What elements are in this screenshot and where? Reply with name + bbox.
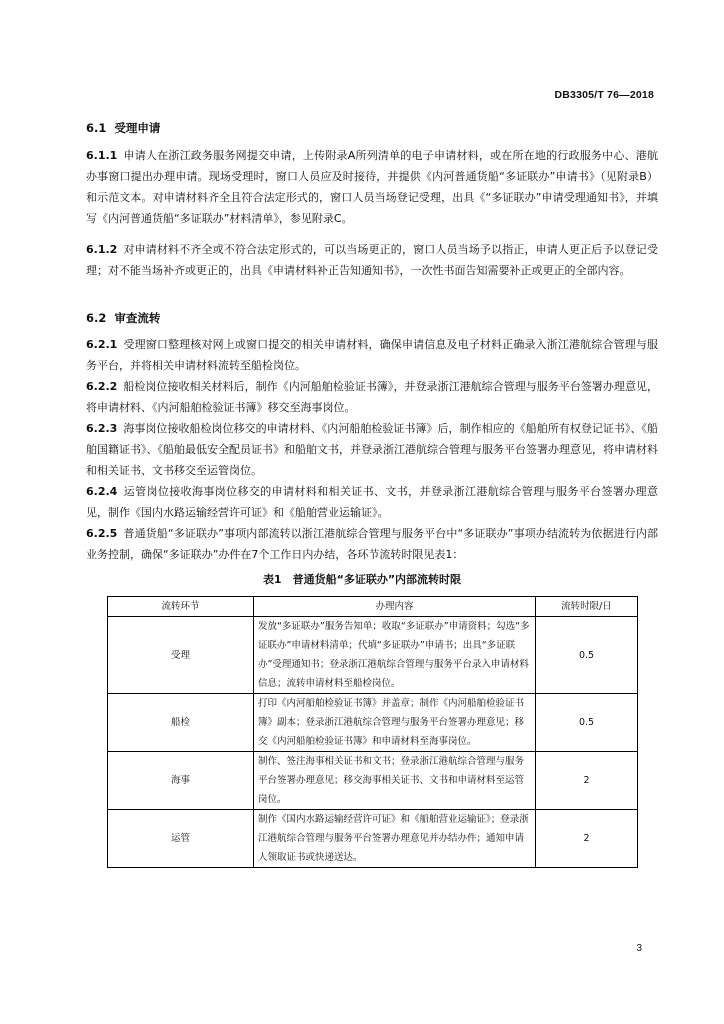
clause-6-1-1: [86, 145, 658, 229]
clause-text: 普通货船“多证联办”事项内部流转以浙江港航综合管理与服务平台中“多证联办”事项办结流转为依据进行内部业务控制，确保“多证联办”办件在7个工作日内办结，各环节流转时限见表1：: [86, 527, 658, 561]
header-content: 办理内容: [254, 597, 536, 617]
clause-6-2-2: [86, 376, 658, 418]
content-cell: 打印《内河船舶检验证书簿》并盖章；制作《内河船舶检验证书簿》副本；登录浙江港航综合管理与服务平台签署办理意见；移交《内河船舶检验证书簿》和申请材料至海事岗位。: [254, 694, 536, 752]
stage-cell: 船检: [108, 694, 254, 752]
section-6-2-heading: [86, 310, 160, 326]
time-limit-cell: 0.5: [536, 694, 638, 752]
section-number: 6.1: [86, 121, 107, 135]
clause-number: 6.2.2: [86, 380, 118, 393]
clause-number: 6.2.5: [86, 527, 118, 540]
table-row: [108, 694, 638, 752]
header-stage: 流转环节: [108, 597, 254, 617]
clause-number: 6.2.1: [86, 338, 118, 351]
clause-text: 运管岗位接收海事岗位移交的申请材料和相关证书、文书，并登录浙江港航综合管理与服务平台签署办理意见，制作《国内水路运输经营许可证》和《船舶营业运输证》。: [86, 485, 658, 519]
page-number: 3: [636, 943, 642, 954]
section-number: 6.2: [86, 311, 107, 325]
time-limit-cell: 2: [536, 810, 638, 868]
clause-6-1-2: [86, 239, 658, 281]
clause-text: 申请人在浙江政务服务网提交申请，上传附录A所列清单的电子申请材料，或在所在地的行政服务中心、港航办事窗口提出办理申请。现场受理时，窗口人员应及时接待，并提供《内河普通货船“多证联办”申请书》（见附录B）和示范文本。对申请材料齐全且符合法定形式的，窗口人员当场登记受理，出具《“多证联办”申请受理通知书》，并填写《内河普通货船“多证联办”材料清单》，参见附录C。: [86, 149, 658, 225]
content-cell: 制作、签注海事相关证书和文书；登录浙江港航综合管理与服务平台签署办理意见；移交海事相关证书、文书和申请材料至运管岗位。: [254, 752, 536, 810]
clause-text: 受理窗口整理核对网上或窗口提交的相关申请材料，确保申请信息及电子材料正确录入浙江港航综合管理与服务平台，并将相关申请材料流转至船检岗位。: [86, 338, 658, 372]
clause-number: 6.1.1: [86, 149, 118, 162]
table-row: [108, 810, 638, 868]
content-cell: 制作《国内水路运输经营许可证》和《船舶营业运输证》；登录浙江港航综合管理与服务平台签署办理意见并办结办件；通知申请人领取证书或快递送达。: [254, 810, 536, 868]
section-title: 审查流转: [114, 311, 161, 325]
clause-6-2-5: [86, 523, 658, 565]
table-caption: 表1 普通货船“多证联办”内部流转时限: [262, 573, 462, 586]
table-row: [108, 752, 638, 810]
time-limit-cell: 2: [536, 752, 638, 810]
flow-time-limit-table: [107, 596, 638, 868]
clause-number: 6.1.2: [86, 243, 118, 256]
table-header-row: [108, 597, 638, 617]
clause-6-2-3: [86, 418, 658, 481]
clause-6-2-4: [86, 481, 658, 523]
clause-number: 6.2.3: [86, 422, 118, 435]
clause-number: 6.2.4: [86, 485, 118, 498]
table-row: [108, 617, 638, 694]
section-6-1-heading: [86, 120, 160, 136]
document-code: DB3305/T 76—2018: [554, 89, 654, 101]
time-limit-cell: 0.5: [536, 617, 638, 694]
header-time-limit: 流转时限/日: [536, 597, 638, 617]
stage-cell: 海事: [108, 752, 254, 810]
clause-text: 对申请材料不齐全或不符合法定形式的，可以当场更正的，窗口人员当场予以指正，申请人更正后予以登记受理；对不能当场补齐或更正的，出具《申请材料补正告知通知书》，一次性书面告知需要补正或更正的全部内容。: [86, 243, 658, 277]
clause-text: 船检岗位接收相关材料后，制作《内河船舶检验证书簿》，并登录浙江港航综合管理与服务平台签署办理意见，将申请材料、《内河船舶检验证书簿》移交至海事岗位。: [86, 380, 658, 414]
stage-cell: 运管: [108, 810, 254, 868]
content-cell: 发放“多证联办”服务告知单；收取“多证联办”申请资料；勾选“多证联办”申请材料清单；代填“多证联办”申请书；出具“多证联办”受理通知书；登录浙江港航综合管理与服务平台录入申请材料信息；流转申请材料至船检岗位。: [254, 617, 536, 694]
section-title: 受理申请: [114, 121, 161, 135]
clause-6-2-1: [86, 334, 658, 376]
stage-cell: 受理: [108, 617, 254, 694]
clause-text: 海事岗位接收船检岗位移交的申请材料、《内河船舶检验证书簿》后，制作相应的《船舶所有权登记证书》、《船舶国籍证书》、《船舶最低安全配员证书》和船舶文书，并登录浙江港航综合管理与服务平台签署办理意见，将申请材料和相关证书、文书移交至运管岗位。: [86, 422, 658, 477]
